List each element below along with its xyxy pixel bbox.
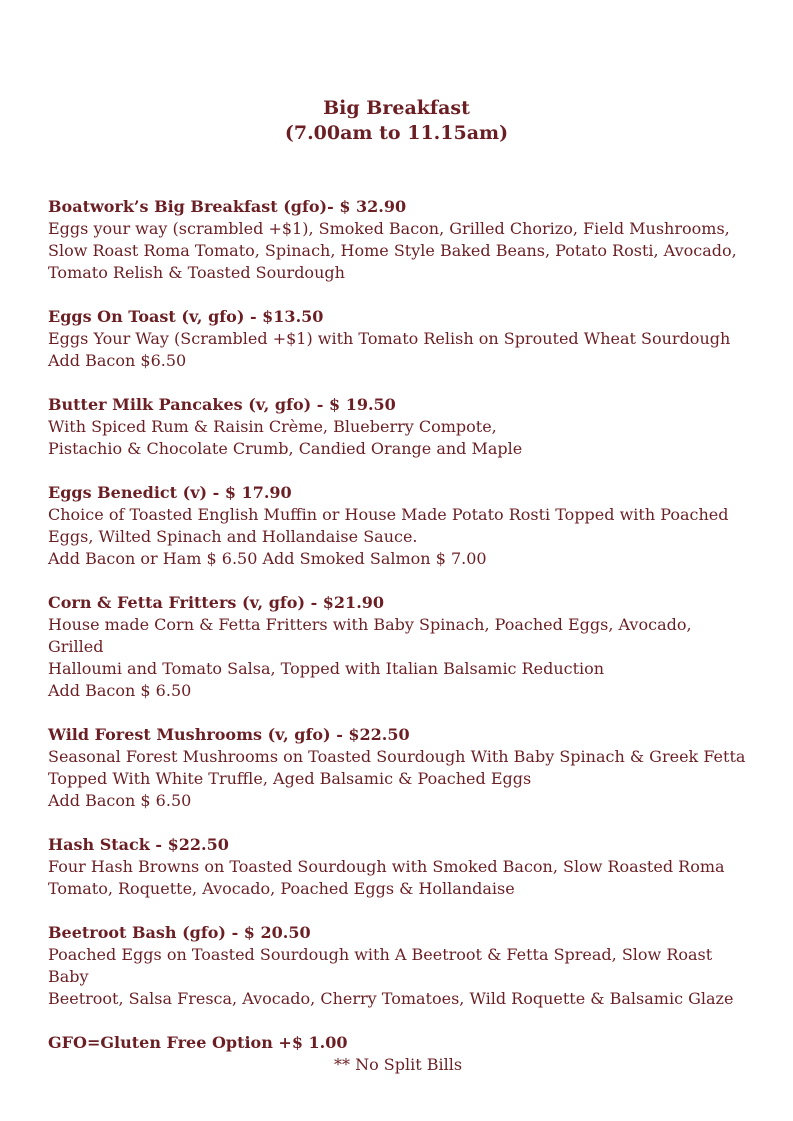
menu-item-desc-line: Eggs Your Way (Scrambled +$1) with Tomato Relish on Sprouted Wheat Sourdough: [48, 329, 731, 348]
menu-item-desc-line: Add Bacon $ 6.50: [48, 681, 192, 700]
menu-footer: [48, 1032, 748, 1076]
menu-item-name: Eggs On Toast (v, gfo) - $13.50: [48, 307, 324, 326]
menu-item: [48, 394, 748, 460]
menu-item-desc-line: Beetroot, Salsa Fresca, Avocado, Cherry Tomatoes, Wild Roquette & Balsamic Glaze: [48, 989, 734, 1008]
menu-item-name: Wild Forest Mushrooms (v, gfo) - $22.50: [48, 725, 410, 744]
menu-item-desc-line: Eggs your way (scrambled +$1), Smoked Bacon, Grilled Chorizo, Field Mushrooms,: [48, 219, 730, 238]
menu-item-desc-line: Choice of Toasted English Muffin or House Made Potato Rosti Topped with Poached: [48, 505, 729, 524]
menu-item-desc-line: Poached Eggs on Toasted Sourdough with A Beetroot & Fetta Spread, Slow Roast Baby: [48, 945, 713, 986]
menu-item-desc-line: Add Bacon $ 6.50: [48, 791, 192, 810]
menu-item: [48, 482, 748, 570]
menu-item-desc-line: Tomato Relish & Toasted Sourdough: [48, 263, 345, 282]
menu-item-desc-line: Pistachio & Chocolate Crumb, Candied Orange and Maple: [48, 439, 523, 458]
menu-item-desc-line: With Spiced Rum & Raisin Crème, Blueberry Compote,: [48, 417, 497, 436]
gfo-note: GFO=Gluten Free Option +$ 1.00: [48, 1033, 348, 1052]
menu-item-desc-line: Eggs, Wilted Spinach and Hollandaise Sauce.: [48, 527, 418, 546]
menu-item-desc-line: Add Bacon or Ham $ 6.50 Add Smoked Salmon $ 7.00: [48, 549, 487, 568]
menu-item: [48, 306, 748, 372]
menu-item-desc-line: Add Bacon $6.50: [48, 351, 187, 370]
menu-title-line-1: Big Breakfast: [323, 97, 470, 119]
menu-item: [48, 834, 748, 900]
menu-item-desc-line: Topped With White Truffle, Aged Balsamic & Poached Eggs: [48, 769, 532, 788]
menu-item-desc-line: Halloumi and Tomato Salsa, Topped with Italian Balsamic Reduction: [48, 659, 605, 678]
menu-list: [48, 196, 748, 1076]
menu-item-desc-line: Tomato, Roquette, Avocado, Poached Eggs & Hollandaise: [48, 879, 515, 898]
menu-item-name: Hash Stack - $22.50: [48, 835, 229, 854]
menu-item: [48, 196, 748, 284]
menu-item-name: Butter Milk Pancakes (v, gfo) - $ 19.50: [48, 395, 396, 414]
menu-item: [48, 592, 748, 702]
split-bills-note: ** No Split Bills: [334, 1055, 463, 1074]
menu-item-desc-line: Slow Roast Roma Tomato, Spinach, Home Style Baked Beans, Potato Rosti, Avocado,: [48, 241, 737, 260]
menu-item: [48, 922, 748, 1010]
menu-item-name: Corn & Fetta Fritters (v, gfo) - $21.90: [48, 593, 385, 612]
menu-title: [0, 96, 793, 146]
menu-item-name: Eggs Benedict (v) - $ 17.90: [48, 483, 292, 502]
menu-item-name: Beetroot Bash (gfo) - $ 20.50: [48, 923, 311, 942]
menu-item: [48, 724, 748, 812]
menu-title-line-2: (7.00am to 11.15am): [284, 122, 509, 144]
menu-item-desc-line: Seasonal Forest Mushrooms on Toasted Sourdough With Baby Spinach & Greek Fetta: [48, 747, 746, 766]
menu-item-desc-line: House made Corn & Fetta Fritters with Baby Spinach, Poached Eggs, Avocado, Grilled: [48, 615, 692, 656]
menu-item-desc-line: Four Hash Browns on Toasted Sourdough with Smoked Bacon, Slow Roasted Roma: [48, 857, 725, 876]
menu-item-name: Boatwork’s Big Breakfast (gfo)- $ 32.90: [48, 197, 407, 216]
